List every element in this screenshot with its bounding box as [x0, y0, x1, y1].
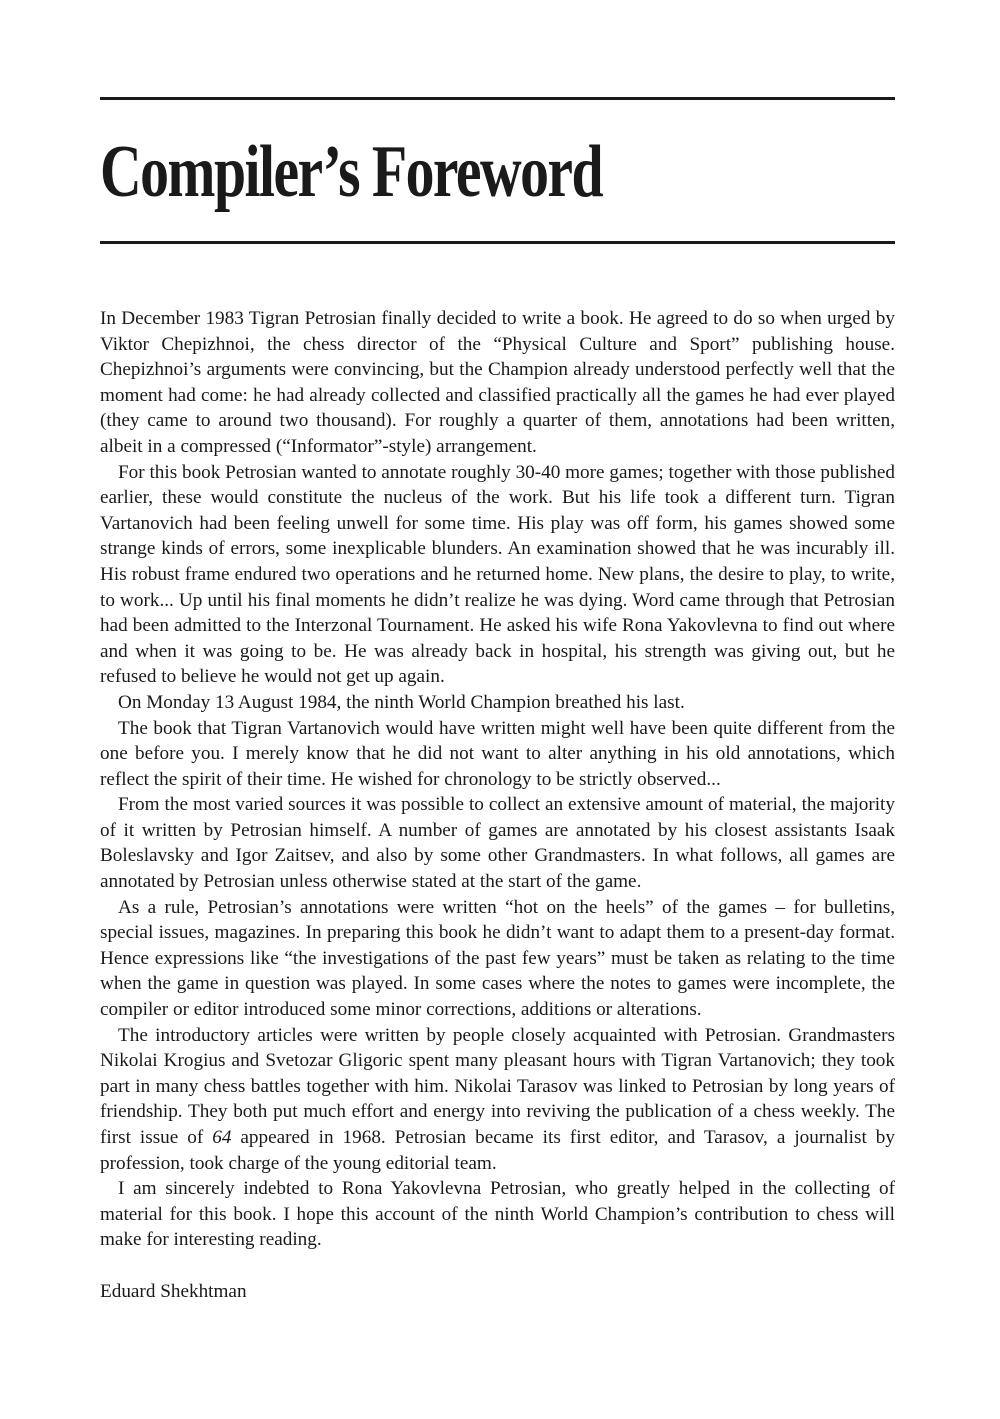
top-rule	[100, 97, 895, 100]
author-signature: Eduard Shekhtman	[100, 1281, 247, 1302]
paragraph-4: The book that Tigran Vartanovich would have written might well have been quite different from the one before you. I merely know that he did not want to alter anything in his old annotations, which reflect the spirit of their time. He wished for chronology to be strictly observed...	[100, 717, 895, 790]
paragraph-7	[100, 1023, 895, 1177]
paragraph-1: In December 1983 Tigran Petrosian finally decided to write a book. He agreed to do so when urged by Viktor Chepizhnoi, the chess director of the “Physical Culture and Sport” publishing house. Chepizhnoi’s arguments were convincing, but the Champion already understood perfectly well that the moment had come: he had already collected and classified practically all the games he had ever played (they came to around two thousand). For roughly a quarter of them, annotations had been written, albeit in a compressed (“Informator”-style) arrangement.	[100, 308, 895, 457]
paragraph-3: On Monday 13 August 1984, the ninth World Champion breathed his last.	[118, 691, 685, 713]
paragraph-6: As a rule, Petrosian’s annotations were written “hot on the heels” of the games – for bulletins, special issues, magazines. In preparing this book he didn’t want to adapt them to a present-day format. Hence expressions like “the investigations of the past few years” must be taken as relating to the time when the game in question was played. In some cases where the notes to games were incomplete, the compiler or editor introduced some minor corrections, additions or alterations.	[100, 896, 895, 1021]
paragraph-2: For this book Petrosian wanted to annotate roughly 30-40 more games; together with those published earlier, these would constitute the nucleus of the work. But his life took a different turn. Tigran Vartanovich had been feeling unwell for some time. His play was off form, his games showed some strange kinds of errors, some inexplicable blunders. An examination showed that he was incurably ill. His robust frame endured two operations and he returned home. New plans, the desire to play, to write, to work... Up until his final moments he didn’t realize he was dying. Word came through that Petrosian had been admitted to the Interzonal Tournament. He asked his wife Rona Yakovlevna to find out where and when it was going to be. He was already back in hospital, his strength was giving out, but he refused to believe he would not get up again.	[100, 461, 895, 688]
paragraph-8: I am sincerely indebted to Rona Yakovlevna Petrosian, who greatly helped in the collecting of material for this book. I hope this account of the ninth World Champion’s contribution to chess will make for interesting reading.	[100, 1178, 895, 1251]
foreword-body	[100, 306, 895, 1253]
paragraph-7-text-a: The introductory articles were written by people closely acquainted with Petrosian. Grandmasters Nikolai Krogius and Svetozar Gligoric spent many pleasant hours with Tigran Vartanovich; they took part in many chess battles together with him. Nikolai Tarasov was linked to Petrosian by long years of friendship. They both put much effort and energy into reviving the publication of a chess weekly. The first issue of	[100, 1024, 895, 1148]
paragraph-7-text-b: appeared in 1968. Petrosian became its first editor, and Tarasov, a journalist by profession, took charge of the young editorial team.	[100, 1127, 895, 1174]
bottom-rule	[100, 241, 895, 244]
paragraph-5: From the most varied sources it was possible to collect an extensive amount of material, the majority of it written by Petrosian himself. A number of games are annotated by his closest assistants Isaak Boleslavsky and Igor Zaitsev, and also by some other Grandmasters. In what follows, all games are annotated by Petrosian unless otherwise stated at the start of the game.	[100, 794, 895, 893]
magazine-title-64: 64	[212, 1127, 232, 1148]
page-title: Compiler’s Foreword	[100, 131, 602, 213]
